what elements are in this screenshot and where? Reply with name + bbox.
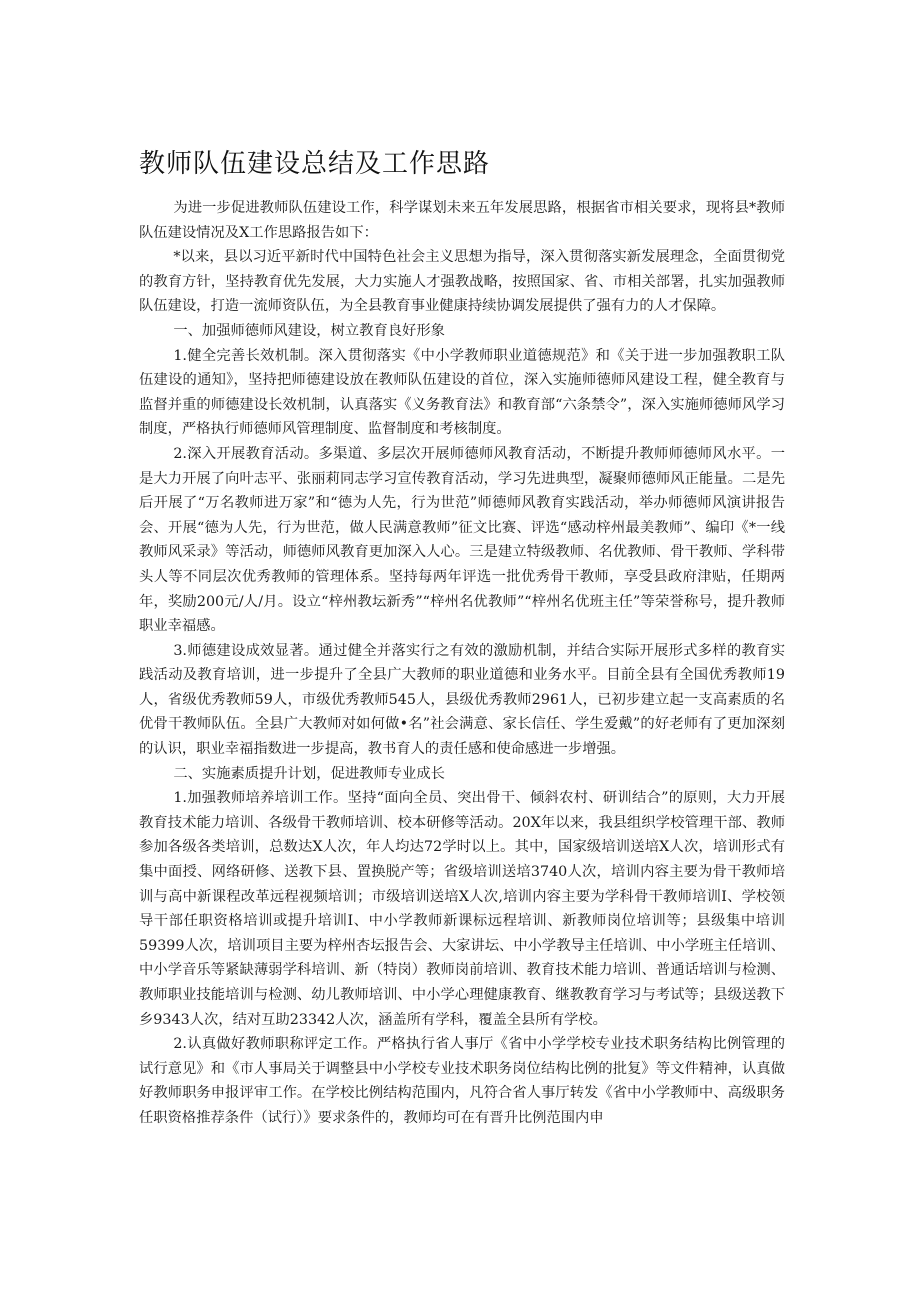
body-paragraph: 2.深入开展教育活动。多渠道、多层次开展师德师风教育活动，不断提升教师师德师风水平。一是大力开展了向叶志平、张丽莉同志学习宣传教育活动，学习先进典型，凝聚师德师风正能量。二是先后开展了“万名教师进万家”和“德为人先，行为世范”师德师风教育实践活动，举办师德师风演讲报告会、开展“德为人先，行为世范，做人民满意教师”征文比赛、评选“感动梓州最美教师”、编印《*一线教师风采录》等活动，师德师风教育更加深入人心。三是建立特级教师、名优教师、骨干教师、学科带头人等不同层次优秀教师的管理体系。坚持每两年评选一批优秀骨干教师，享受县政府津贴，任期两年，奖励200元/人/月。设立“梓州教坛新秀”“梓州名优教师”“梓州名优班主任”等荣誉称号，提升教师职业幸福感。 [139,445,785,635]
section-heading-1: 一、加强师德师风建设，树立教育良好形象 [173,322,445,339]
overview-paragraph: *以来，县以习近平新时代中国特色社会主义思想为指导，深入贯彻落实新发展理念，全面贯彻党的教育方针，坚持教育优先发展，大力实施人才强教战略，按照国家、省、市相关部署，扎实加强教师队伍建设，打造一流师资队伍，为全县教育事业健康持续协调发展提供了强有力的人才保障。 [139,249,785,315]
body-paragraph: 1.健全完善长效机制。深入贯彻落实《中小学教师职业道德规范》和《关于进一步加强教职工队伍建设的通知》，坚持把师德建设放在教师队伍建设的首位，深入实施师德师风建设工程，健全教育与监督并重的师德建设长效机制，认真落实《义务教育法》和教育部“六条禁令”，深入实施师德师风学习制度，严格执行师德师风管理制度、监督制度和考核制度。 [139,347,785,438]
document-body [139,196,785,1131]
intro-paragraph: 为进一步促进教师队伍建设工作，科学谋划未来五年发展思路，根据省市相关要求，现将县*教师队伍建设情况及X工作思路报告如下： [139,200,785,241]
body-paragraph: 1.加强教师培养培训工作。坚持“面向全员、突出骨干、倾斜农村、研训结合”的原则，大力开展教育技术能力培训、各级骨干教师培训、校本研修等活动。20X年以来，我县组织学校管理干部、教师参加各级各类培训，总数达X人次，年人均达72学时以上。其中，国家级培训送培X人次，培训形式有集中面授、网络研修、送教下县、置换脱产等；省级培训送培3740人次，培训内容主要为骨干教师培训与高中新课程改革远程视频培训；市级培训送培X人次,培训内容主要为学科骨干教师培训I、学校领导干部任职资格培训或提升培训I、中小学教师新课标远程培训、新教师岗位培训等；县级集中培训59399人次，培训项目主要为梓州杏坛报告会、大家讲坛、中小学教导主任培训、中小学班主任培训、中小学音乐等紧缺薄弱学科培训、新（特岗）教师岗前培训、教育技术能力培训、普通话培训与检测、教师职业技能培训与检测、幼儿教师培训、中小学心理健康教育、继教教育学习与考试等；县级送教下乡9343人次，结对互助23342人次，涵盖所有学科，覆盖全县所有学校。 [139,790,785,1028]
body-paragraph: 2.认真做好教师职称评定工作。严格执行省人事厅《省中小学学校专业技术职务结构比例管理的试行意见》和《市人事局关于调整县中小学校专业技术职务岗位结构比例的批复》等文件精神，认真做好教师职务申报评审工作。在学校比例结构范围内，凡符合省人事厅转发《省中小学教师中、高级职务任职资格推荐条件（试行）》要求条件的，教师均可在有晋升比例范围内申 [139,1036,785,1126]
document-title: 教师队伍建设总结及工作思路 [139,149,491,179]
section-heading-2: 二、实施素质提升计划，促进教师专业成长 [173,765,445,782]
body-paragraph: 3.师德建设成效显著。通过健全并落实行之有效的激励机制，并结合实际开展形式多样的教育实践活动及教育培训，进一步提升了全县广大教师的职业道德和业务水平。目前全县有全国优秀教师19人，省级优秀教师59人，市级优秀教师545人，县级优秀教师2961人，已初步建立起一支高素质的名优骨干教师队伍。全县广大教师对如何做•名”社会满意、家长信任、学生爱戴”的好老师有了更加深刻的认识，职业幸福指数进一步提高，教书育人的责任感和使命感进一步增强。 [139,642,785,758]
